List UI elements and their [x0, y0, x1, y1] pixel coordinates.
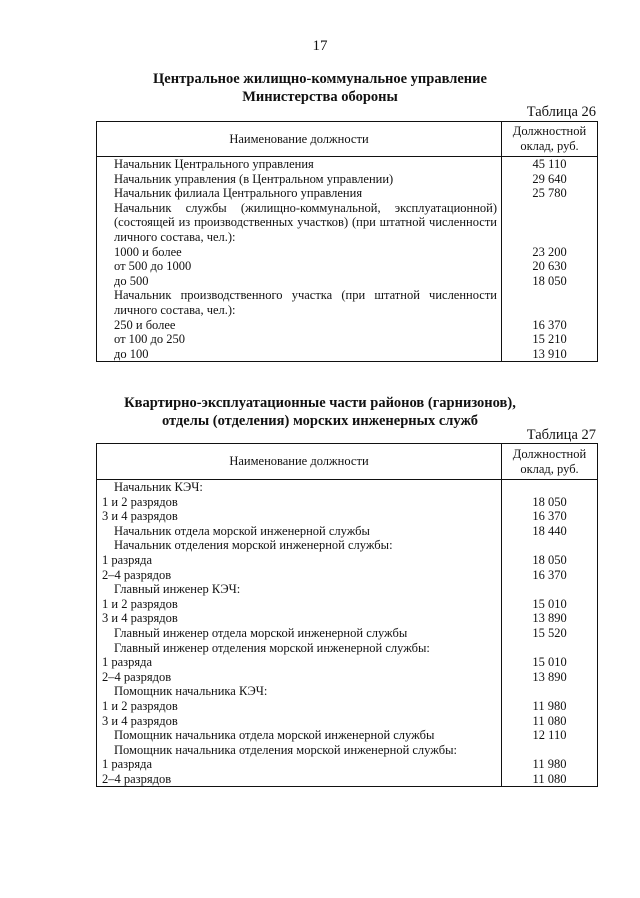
table27-position-name: 3 и 4 разрядов — [97, 611, 502, 626]
table27-salary-value: 15 520 — [502, 626, 598, 641]
table-row — [97, 172, 598, 187]
table27-salary-value — [502, 684, 598, 699]
table27-position-name: 1 разряда — [97, 757, 502, 772]
table26-header-salary-line2: оклад, руб. — [520, 139, 579, 153]
table27-salary-value: 18 050 — [502, 553, 598, 568]
section1-title-line-2: Министерства обороны — [242, 89, 398, 105]
section1-title-line-1: Центральное жилищно-коммунальное управление — [153, 71, 487, 87]
table-row — [97, 582, 598, 597]
table-row — [97, 318, 598, 333]
table26-position-name: Начальник службы (жилищно-коммунальной, эксплуатационной) (состоящей из производственных участков) (при штатной численности личного состава, чел.): — [97, 201, 502, 245]
table-row — [97, 684, 598, 699]
table26-salary-value — [502, 288, 598, 317]
table27-header-salary-line1: Должностной — [512, 446, 587, 461]
table27-position-name: 2–4 разрядов — [97, 772, 502, 787]
table-row — [97, 641, 598, 656]
table26-salary-value: 16 370 — [502, 318, 598, 333]
table27-position-name: 2–4 разрядов — [97, 568, 502, 583]
table27-salary-value: 13 890 — [502, 670, 598, 685]
section2-title — [0, 394, 640, 430]
table27-salary-value: 13 890 — [502, 611, 598, 626]
table27-salary-value — [502, 641, 598, 656]
table-row — [97, 524, 598, 539]
table-row — [97, 186, 598, 201]
table-row — [97, 553, 598, 568]
table26-position-name: Начальник производственного участка (при штатной численности личного состава, чел.): — [97, 288, 502, 317]
table27-position-name: Помощник начальника КЭЧ: — [97, 684, 502, 699]
table27-position-name: Помощник начальника отдела морской инженерной службы — [97, 728, 502, 743]
section2-title-line-1: Квартирно-эксплуатационные части районов (гарнизонов), — [124, 395, 516, 411]
table27-salary-value: 11 980 — [502, 699, 598, 714]
table-row — [97, 772, 598, 787]
table27-header-salary-line2: оклад, руб. — [520, 461, 579, 476]
table27-salary-value: 18 440 — [502, 524, 598, 539]
table26-header-salary-line1: Должностной — [512, 124, 587, 138]
table-row — [97, 568, 598, 583]
table27-header-name: Наименование должности — [97, 444, 502, 480]
table-row — [97, 655, 598, 670]
table26-salary-value: 13 910 — [502, 347, 598, 362]
table27-salary-value: 12 110 — [502, 728, 598, 743]
table-row — [97, 245, 598, 260]
table27-header-salary — [502, 444, 598, 480]
table-row — [97, 259, 598, 274]
table27-position-name: 3 и 4 разрядов — [97, 714, 502, 729]
table27-position-name: Начальник отделения морской инженерной службы: — [97, 538, 502, 553]
table27-salary-value — [502, 538, 598, 553]
page-number: 17 — [312, 38, 328, 54]
table27-label: Таблица 27 — [526, 427, 596, 443]
table-row — [97, 274, 598, 289]
section1-title — [0, 70, 640, 106]
table26-salary-value: 29 640 — [502, 172, 598, 187]
table27-position-name: 1 и 2 разрядов — [97, 699, 502, 714]
table26-position-name: до 100 — [97, 347, 502, 362]
table-row — [97, 714, 598, 729]
table26-header-salary — [502, 122, 598, 157]
table-row — [97, 288, 598, 317]
table27-position-name: Главный инженер отдела морской инженерной службы — [97, 626, 502, 641]
table26-position-name: до 500 — [97, 274, 502, 289]
table26-body — [97, 157, 598, 362]
table-row — [97, 480, 598, 495]
table26-salary-value: 23 200 — [502, 245, 598, 260]
table26-position-name: 250 и более — [97, 318, 502, 333]
table-27 — [96, 443, 598, 787]
table26-salary-value: 45 110 — [502, 157, 598, 172]
table27-salary-value: 15 010 — [502, 655, 598, 670]
table26-position-name: 1000 и более — [97, 245, 502, 260]
table27-salary-value — [502, 480, 598, 495]
section2-title-line-2: отделы (отделения) морских инженерных служб — [161, 413, 479, 429]
table27-salary-value: 11 980 — [502, 757, 598, 772]
table26-label: Таблица 26 — [526, 104, 596, 120]
table-row — [97, 626, 598, 641]
table27-salary-value: 18 050 — [502, 495, 598, 510]
table27-position-name: 1 и 2 разрядов — [97, 597, 502, 612]
table26-position-name: Начальник филиала Центрального управления — [97, 186, 502, 201]
table26-header-name: Наименование должности — [97, 122, 502, 157]
table-row — [97, 757, 598, 772]
table26-salary-value: 15 210 — [502, 332, 598, 347]
table26-salary-value: 20 630 — [502, 259, 598, 274]
table-row — [97, 509, 598, 524]
table-row — [97, 157, 598, 172]
table-row — [97, 743, 598, 758]
table27-position-name: Помощник начальника отделения морской инженерной службы: — [97, 743, 502, 758]
table-row — [97, 728, 598, 743]
table26-position-name: от 100 до 250 — [97, 332, 502, 347]
table26-position-name: Начальник управления (в Центральном управлении) — [97, 172, 502, 187]
table-row — [97, 332, 598, 347]
table-row — [97, 495, 598, 510]
table26-salary-value: 18 050 — [502, 274, 598, 289]
table27-position-name: Главный инженер отделения морской инженерной службы: — [97, 641, 502, 656]
table-row — [97, 201, 598, 245]
table-row — [97, 347, 598, 362]
table27-salary-value: 16 370 — [502, 568, 598, 583]
table27-position-name: 2–4 разрядов — [97, 670, 502, 685]
table26-salary-value: 25 780 — [502, 186, 598, 201]
table-row — [97, 699, 598, 714]
table-row — [97, 670, 598, 685]
table27-salary-value: 15 010 — [502, 597, 598, 612]
table-26 — [96, 121, 598, 362]
table-row — [97, 611, 598, 626]
table27-salary-value: 11 080 — [502, 714, 598, 729]
table27-salary-value: 16 370 — [502, 509, 598, 524]
table27-position-name: Начальник отдела морской инженерной службы — [97, 524, 502, 539]
table27-body — [97, 480, 598, 787]
table27-position-name: 1 разряда — [97, 655, 502, 670]
table27-position-name: Главный инженер КЭЧ: — [97, 582, 502, 597]
table27-salary-value: 11 080 — [502, 772, 598, 787]
table26-position-name: от 500 до 1000 — [97, 259, 502, 274]
table27-position-name: 1 и 2 разрядов — [97, 495, 502, 510]
table27-position-name: 1 разряда — [97, 553, 502, 568]
table27-position-name: Начальник КЭЧ: — [97, 480, 502, 495]
table-row — [97, 538, 598, 553]
table26-position-name: Начальник Центрального управления — [97, 157, 502, 172]
table26-salary-value — [502, 201, 598, 245]
table-row — [97, 597, 598, 612]
table27-salary-value — [502, 582, 598, 597]
table27-position-name: 3 и 4 разрядов — [97, 509, 502, 524]
table27-salary-value — [502, 743, 598, 758]
